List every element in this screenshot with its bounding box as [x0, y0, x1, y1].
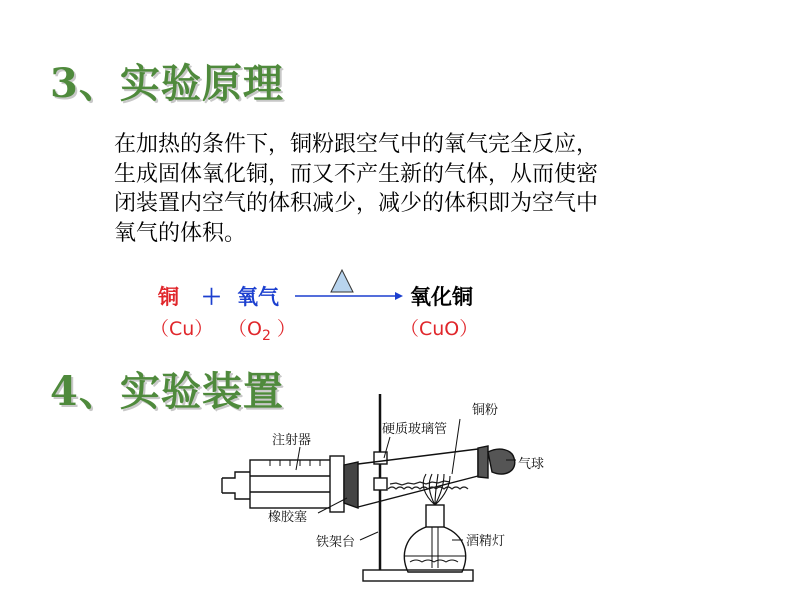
- section-title-principle: 3、实验原理: [50, 60, 284, 107]
- rubber-stopper: [344, 462, 358, 508]
- formula-cuo: （CuO）: [400, 318, 479, 340]
- label-glass-tube: 硬质玻璃管: [382, 422, 448, 437]
- label-copper-powder: 铜粉: [472, 403, 499, 418]
- section-title-apparatus: 4、实验装置: [50, 368, 284, 415]
- principle-line: 在加热的条件下，铜粉跟空气中的氧气完全反应，: [114, 132, 599, 157]
- product-copper-oxide: 氧化铜: [410, 285, 473, 309]
- apparatus-diagram: [222, 394, 516, 581]
- formula-o2-open: （O: [228, 318, 262, 340]
- label-iron-stand: 铁架台: [316, 535, 356, 550]
- label-alcohol-lamp: 酒精灯: [466, 534, 506, 549]
- formula-cu: （Cu）: [150, 318, 214, 340]
- principle-line: 生成固体氧化铜，而又不产生新的气体，从而使密: [114, 161, 599, 187]
- syringe: [222, 456, 344, 512]
- balloon: [478, 446, 515, 478]
- reactant-oxygen: 氧气: [237, 285, 279, 309]
- label-balloon: 气球: [518, 457, 545, 472]
- reaction-arrow: [295, 292, 403, 300]
- plus-sign: ＋: [201, 285, 222, 309]
- heat-triangle-icon: [331, 270, 353, 292]
- label-rubber-stopper: 橡胶塞: [268, 510, 308, 525]
- label-syringe: 注射器: [272, 433, 312, 448]
- alcohol-lamp: [404, 505, 466, 572]
- principle-line: 闭装置内空气的体积减少，减少的体积即为空气中: [114, 191, 599, 216]
- reactant-copper: 铜: [158, 285, 179, 309]
- formula-o2-close: ）: [270, 318, 296, 340]
- principle-line: 氧气的体积。: [114, 220, 247, 246]
- formula-o2-subscript: 2: [261, 327, 271, 344]
